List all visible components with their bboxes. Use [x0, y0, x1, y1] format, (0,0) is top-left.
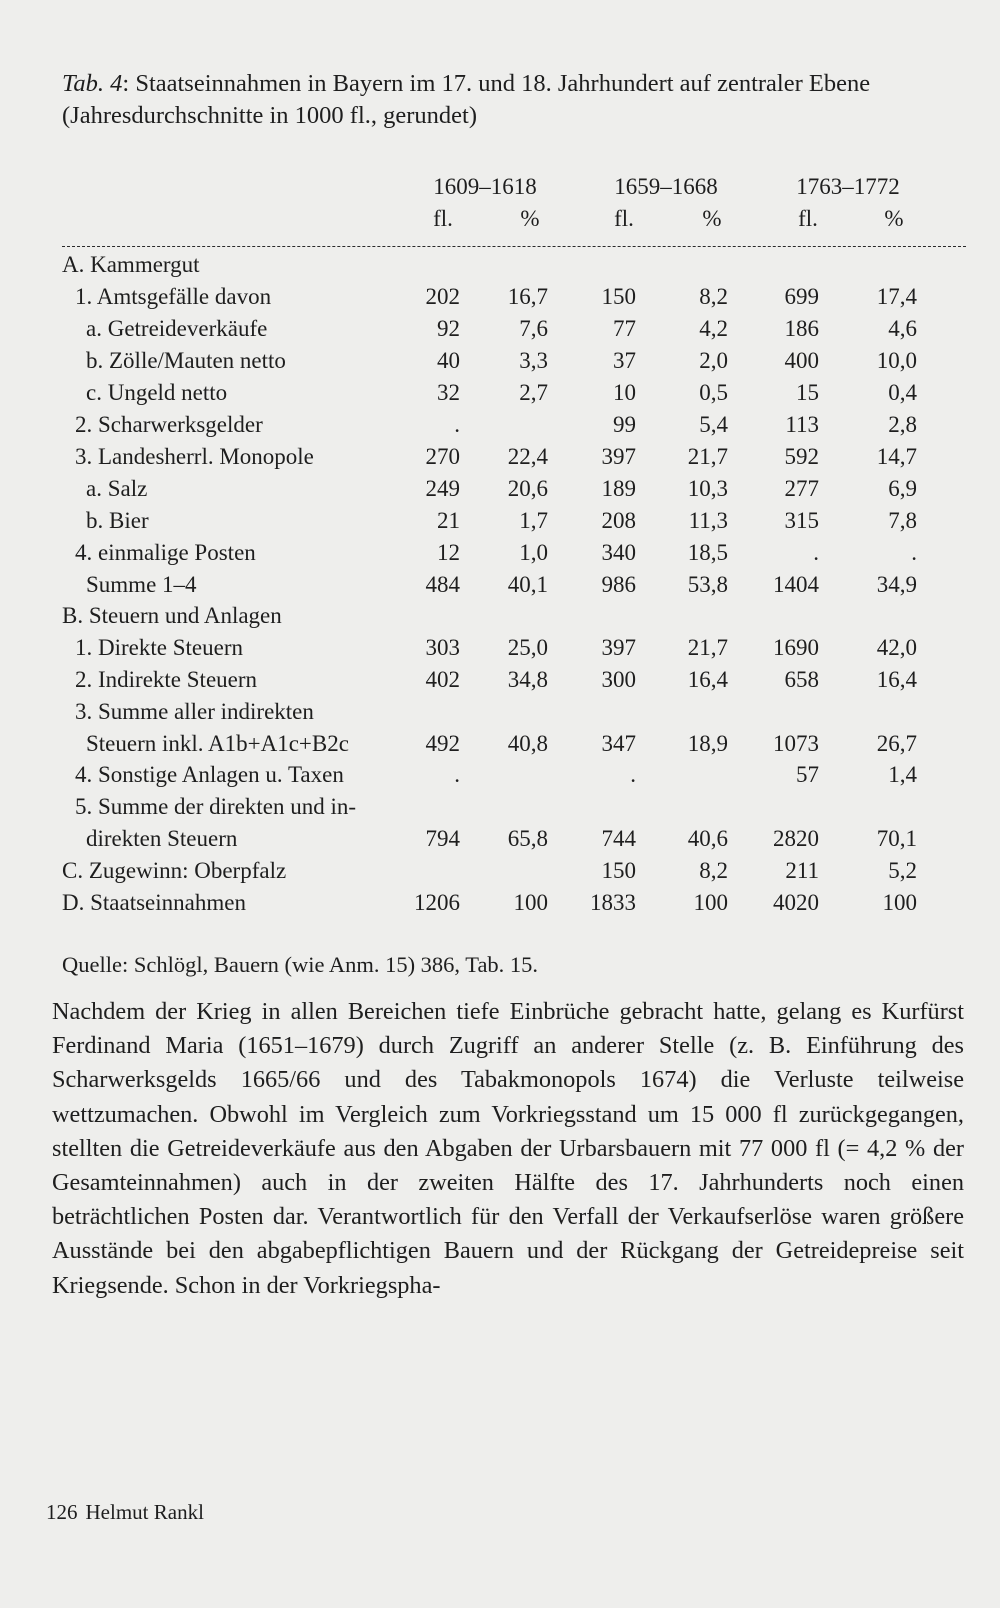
- table-cell: 794: [425, 826, 460, 851]
- table-cell: 12: [437, 540, 460, 565]
- table-cell: 0,4: [888, 380, 917, 405]
- table-cell: 16,7: [507, 284, 548, 309]
- table-cell: 186: [784, 316, 819, 341]
- table-cell: 92: [437, 316, 460, 341]
- table-cell: 2,7: [519, 380, 548, 405]
- table-cell: 1,4: [888, 762, 917, 787]
- row-label: A. Kammergut: [62, 252, 200, 277]
- table-cell: .: [454, 762, 460, 787]
- table-cell: 347: [601, 731, 636, 756]
- table-cell: 7,6: [519, 316, 548, 341]
- table-cell: 10,3: [687, 476, 728, 501]
- table-cell: 22,4: [507, 444, 548, 469]
- row-label: 2. Scharwerksgelder: [75, 412, 263, 437]
- table-cell: 99: [613, 412, 636, 437]
- table-cell: 20,6: [507, 476, 548, 501]
- table-cell: 40,1: [507, 572, 548, 597]
- row-label: b. Bier: [86, 508, 149, 533]
- table-cell: 10,0: [876, 348, 917, 373]
- table-cell: .: [813, 540, 819, 565]
- table-row: [0, 442, 1000, 474]
- table-row: [0, 665, 1000, 697]
- table-cell: 658: [784, 667, 819, 692]
- table-row: [0, 888, 1000, 920]
- row-label: 3. Summe aller indirekten: [75, 699, 314, 724]
- table-cell: 11,3: [688, 508, 728, 533]
- table-cell: 100: [693, 890, 728, 915]
- table-cell: 15: [796, 380, 819, 405]
- period-header: 1609–1618: [433, 174, 537, 199]
- table-cell: 40,8: [507, 731, 548, 756]
- table-row: [0, 346, 1000, 378]
- table-cell: .: [454, 412, 460, 437]
- table-cell: 8,2: [699, 284, 728, 309]
- table-row: [0, 538, 1000, 570]
- table-cell: 34,9: [876, 572, 917, 597]
- table-number: Tab. 4: [62, 70, 123, 97]
- table-cell: 340: [601, 540, 636, 565]
- table-cell: 42,0: [876, 635, 917, 660]
- table-cell: 202: [425, 284, 460, 309]
- table-cell: 16,4: [876, 667, 917, 692]
- table-cell: 21: [437, 508, 460, 533]
- table-cell: 0,5: [699, 380, 728, 405]
- table-cell: 17,4: [876, 284, 917, 309]
- unit-header: fl.: [433, 206, 453, 231]
- table-cell: .: [911, 540, 917, 565]
- table-row: [0, 506, 1000, 538]
- table-cell: 315: [784, 508, 819, 533]
- table-row: [0, 792, 1000, 824]
- table-cell: 65,8: [507, 826, 548, 851]
- table-cell: 592: [784, 444, 819, 469]
- row-label: 2. Indirekte Steuern: [75, 667, 258, 692]
- table-cell: 5,4: [699, 412, 728, 437]
- row-label: D. Staatseinnahmen: [62, 890, 246, 915]
- table-cell: 1,0: [519, 540, 548, 565]
- table-cell: 150: [601, 858, 636, 883]
- row-label: 1. Direkte Steuern: [75, 635, 243, 660]
- table-cell: 4,2: [699, 316, 728, 341]
- table-cell: 986: [601, 572, 636, 597]
- table-cell: 1404: [773, 572, 819, 597]
- table-cell: 1073: [773, 731, 819, 756]
- table-cell: 400: [784, 348, 819, 373]
- table-cell: 32: [437, 380, 460, 405]
- table-row: [0, 856, 1000, 888]
- page-footer: [46, 1498, 204, 1526]
- period-header: 1659–1668: [614, 174, 718, 199]
- table-row: [0, 760, 1000, 792]
- table-cell: 40,6: [687, 826, 728, 851]
- table-cell: 3,3: [519, 348, 548, 373]
- row-label: direkten Steuern: [86, 826, 238, 851]
- table-cell: 2820: [773, 826, 819, 851]
- table-cell: 744: [601, 826, 636, 851]
- table-cell: 53,8: [687, 572, 728, 597]
- row-label: Steuern inkl. A1b+A1c+B2c: [86, 731, 349, 756]
- unit-header: fl.: [614, 206, 634, 231]
- table-cell: 5,2: [888, 858, 917, 883]
- table-cell: 10: [613, 380, 636, 405]
- row-label: 1. Amtsgefälle davon: [75, 284, 272, 309]
- row-label: b. Zölle/Mauten netto: [86, 348, 286, 373]
- unit-header: %: [520, 206, 540, 231]
- table-row: [0, 570, 1000, 602]
- unit-header: %: [884, 206, 904, 231]
- table-cell: 16,4: [687, 667, 728, 692]
- table-cell: 484: [425, 572, 460, 597]
- table-cell: 100: [882, 890, 917, 915]
- table-cell: 402: [425, 667, 460, 692]
- row-label: a. Getreideverkäufe: [86, 316, 268, 341]
- table-source: Quelle: Schlögl, Bauern (wie Anm. 15) 386, Tab. 15.: [62, 952, 539, 977]
- unit-header: fl.: [798, 206, 818, 231]
- table-cell: 26,7: [876, 731, 917, 756]
- table-cell: 25,0: [507, 635, 548, 660]
- table-cell: 21,7: [687, 444, 728, 469]
- table-cell: 34,8: [507, 667, 548, 692]
- table-cell: 150: [601, 284, 636, 309]
- row-label: c. Ungeld netto: [86, 380, 228, 405]
- table-cell: 21,7: [687, 635, 728, 660]
- table-cell: 2,8: [888, 412, 917, 437]
- table-cell: 1833: [590, 890, 636, 915]
- table-row: [0, 633, 1000, 665]
- table-cell: 699: [784, 284, 819, 309]
- unit-header: %: [702, 206, 722, 231]
- table-cell: 270: [425, 444, 460, 469]
- table-cell: .: [630, 762, 636, 787]
- row-label: 4. einmalige Posten: [75, 540, 256, 565]
- table-cell: 211: [785, 858, 819, 883]
- table-cell: 303: [425, 635, 460, 660]
- body-paragraph: Nachdem der Krieg in allen Bereichen tiefe Einbrüche gebracht hatte, gelang es Kurfürst Ferdinand Maria (1651–1679) durch Zugriff an anderer Stelle (z. B. Einführung des Scharwerksgelds 1665/66 und des Tabakmonopols 1674) die Verluste teilweise wettzumachen. Obwohl im Vergleich zum Vorkriegsstand um 15 000 fl zurückgegangen, stellten die Getreideverkäufe aus den Abgaben der Urbarsbauern mit 77 000 fl (= 4,2 % der Gesamteinnahmen) auch in der zweiten Hälfte des 17. Jahrhunderts noch einen beträchtlichen Posten dar. Verantwortlich für den Verfall der Verkaufserlöse waren größere Ausstände bei den abgabepflichtigen Bauern und der Rückgang der Getreidepreise seit Kriegsende. Schon in der Vorkriegspha-: [52, 998, 964, 1299]
- table-cell: 397: [601, 635, 636, 660]
- table-cell: 1,7: [519, 508, 548, 533]
- row-label: 3. Landesherrl. Monopole: [75, 444, 314, 469]
- table-row: [0, 824, 1000, 856]
- table-cell: 18,9: [687, 731, 728, 756]
- table-cell: 37: [613, 348, 636, 373]
- table-cell: 4,6: [888, 316, 917, 341]
- table-cell: 4020: [773, 890, 819, 915]
- table-cell: 7,8: [888, 508, 917, 533]
- row-label: Summe 1–4: [86, 572, 197, 597]
- table-cell: 113: [785, 412, 819, 437]
- table-row: [0, 729, 1000, 761]
- row-label: 4. Sonstige Anlagen u. Taxen: [75, 762, 344, 787]
- table-cell: 100: [513, 890, 548, 915]
- table-row: [0, 474, 1000, 506]
- table-cell: 8,2: [699, 858, 728, 883]
- table-cell: 492: [425, 731, 460, 756]
- table-cell: 70,1: [876, 826, 917, 851]
- table-row: [0, 314, 1000, 346]
- table-cell: 300: [601, 667, 636, 692]
- table-cell: 208: [601, 508, 636, 533]
- row-label: a. Salz: [86, 476, 148, 501]
- table-cell: 57: [796, 762, 819, 787]
- table-cell: 40: [437, 348, 460, 373]
- table-row: [0, 601, 1000, 633]
- table-title: : Staatseinnahmen in Bayern im 17. und 18. Jahrhundert auf zentraler Ebene (Jahresdurchschnitte in 1000 fl., gerundet): [62, 70, 871, 129]
- table-row: [0, 282, 1000, 314]
- table-row: [0, 410, 1000, 442]
- header-rule: [62, 246, 966, 247]
- period-header: 1763–1772: [796, 174, 900, 199]
- page-number: 126: [46, 1500, 78, 1524]
- table-row: [0, 697, 1000, 729]
- table-cell: 6,9: [888, 476, 917, 501]
- table-cell: 14,7: [876, 444, 917, 469]
- table-cell: 18,5: [687, 540, 728, 565]
- table-cell: 277: [784, 476, 819, 501]
- row-label: C. Zugewinn: Oberpfalz: [62, 858, 287, 883]
- table-cell: 77: [613, 316, 636, 341]
- table-row: [0, 250, 1000, 282]
- table-cell: 1690: [773, 635, 819, 660]
- table-cell: 249: [425, 476, 460, 501]
- table-cell: 2,0: [699, 348, 728, 373]
- table-caption: [62, 68, 966, 132]
- author-name: Helmut Rankl: [85, 1500, 204, 1524]
- table-cell: 189: [601, 476, 636, 501]
- table-cell: 397: [601, 444, 636, 469]
- table-cell: 1206: [414, 890, 460, 915]
- row-label: B. Steuern und Anlagen: [62, 603, 282, 628]
- table-row: [0, 378, 1000, 410]
- row-label: 5. Summe der direkten und in-: [75, 794, 357, 819]
